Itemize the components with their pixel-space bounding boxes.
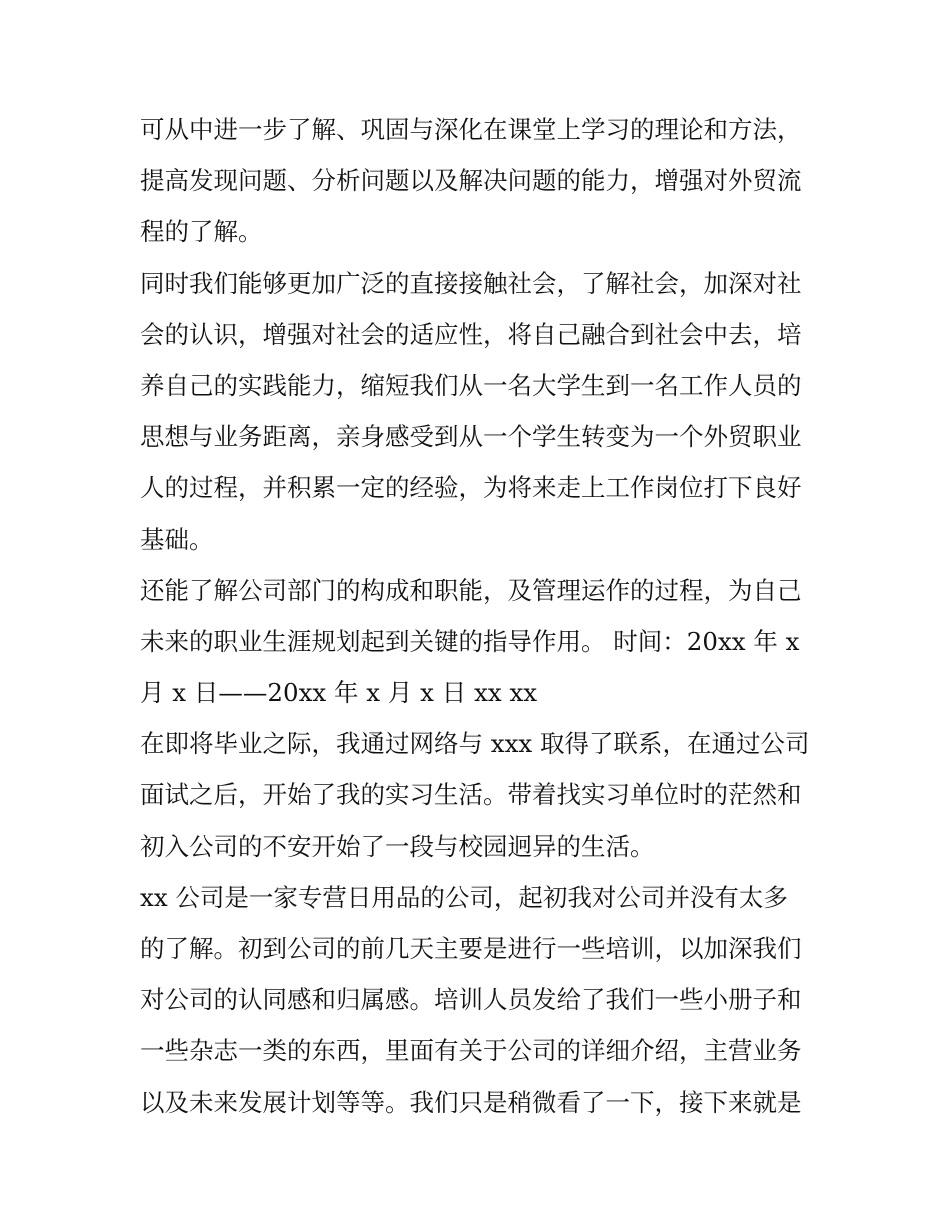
text-line: 人的过程，并积累一定的经验，为将来走上工作岗位打下良好 — [140, 473, 802, 503]
text-line: 程的了解。 — [140, 217, 263, 247]
text-line: 以及未来发展计划等等。我们只是稍微看了一下，接下来就是 — [140, 1087, 802, 1117]
text-line: xx 公司是一家专营日用品的公司，起初我对公司并没有太多 — [140, 882, 788, 912]
document-body — [140, 104, 820, 1128]
text-line: 可从中进一步了解、巩固与深化在课堂上学习的理论和方法， — [140, 115, 802, 144]
text-line: 的了解。初到公司的前几天主要是进行一些培训，以加深我们 — [140, 934, 802, 963]
text-line: 同时我们能够更加广泛的直接接触社会，了解社会，加深对社 — [140, 268, 802, 298]
text-line: 一些杂志一类的东西，里面有关于公司的详细介绍，主营业务 — [140, 1036, 802, 1066]
text-line: 养自己的实践能力，缩短我们从一名大学生到一名工作人员的 — [140, 370, 802, 400]
text-line: 月 x 日——20xx 年 x 月 x 日 xx xx — [140, 678, 538, 708]
text-line: 未来的职业生涯规划起到关键的指导作用。 时间：20xx 年 x — [140, 626, 800, 656]
text-line: 思想与业务距离，亲身感受到从一个学生转变为一个外贸职业 — [140, 422, 802, 452]
text-line: 会的认识，增强对社会的适应性，将自己融合到社会中去，培 — [140, 319, 802, 349]
text-line: 提高发现问题、分析问题以及解决问题的能力，增强对外贸流 — [140, 166, 802, 196]
text-line: 面试之后，开始了我的实习生活。带着找实习单位时的茫然和 — [140, 780, 802, 810]
text-line: 在即将毕业之际，我通过网络与 xxx 取得了联系，在通过公司 — [140, 729, 810, 759]
text-line: 基础。 — [140, 524, 214, 554]
text-line: 初入公司的不安开始了一段与校园迥异的生活。 — [140, 831, 655, 861]
text-line: 还能了解公司部门的构成和职能，及管理运作的过程，为自己 — [140, 575, 802, 605]
text-line: 对公司的认同感和归属感。培训人员发给了我们一些小册子和 — [140, 985, 802, 1015]
